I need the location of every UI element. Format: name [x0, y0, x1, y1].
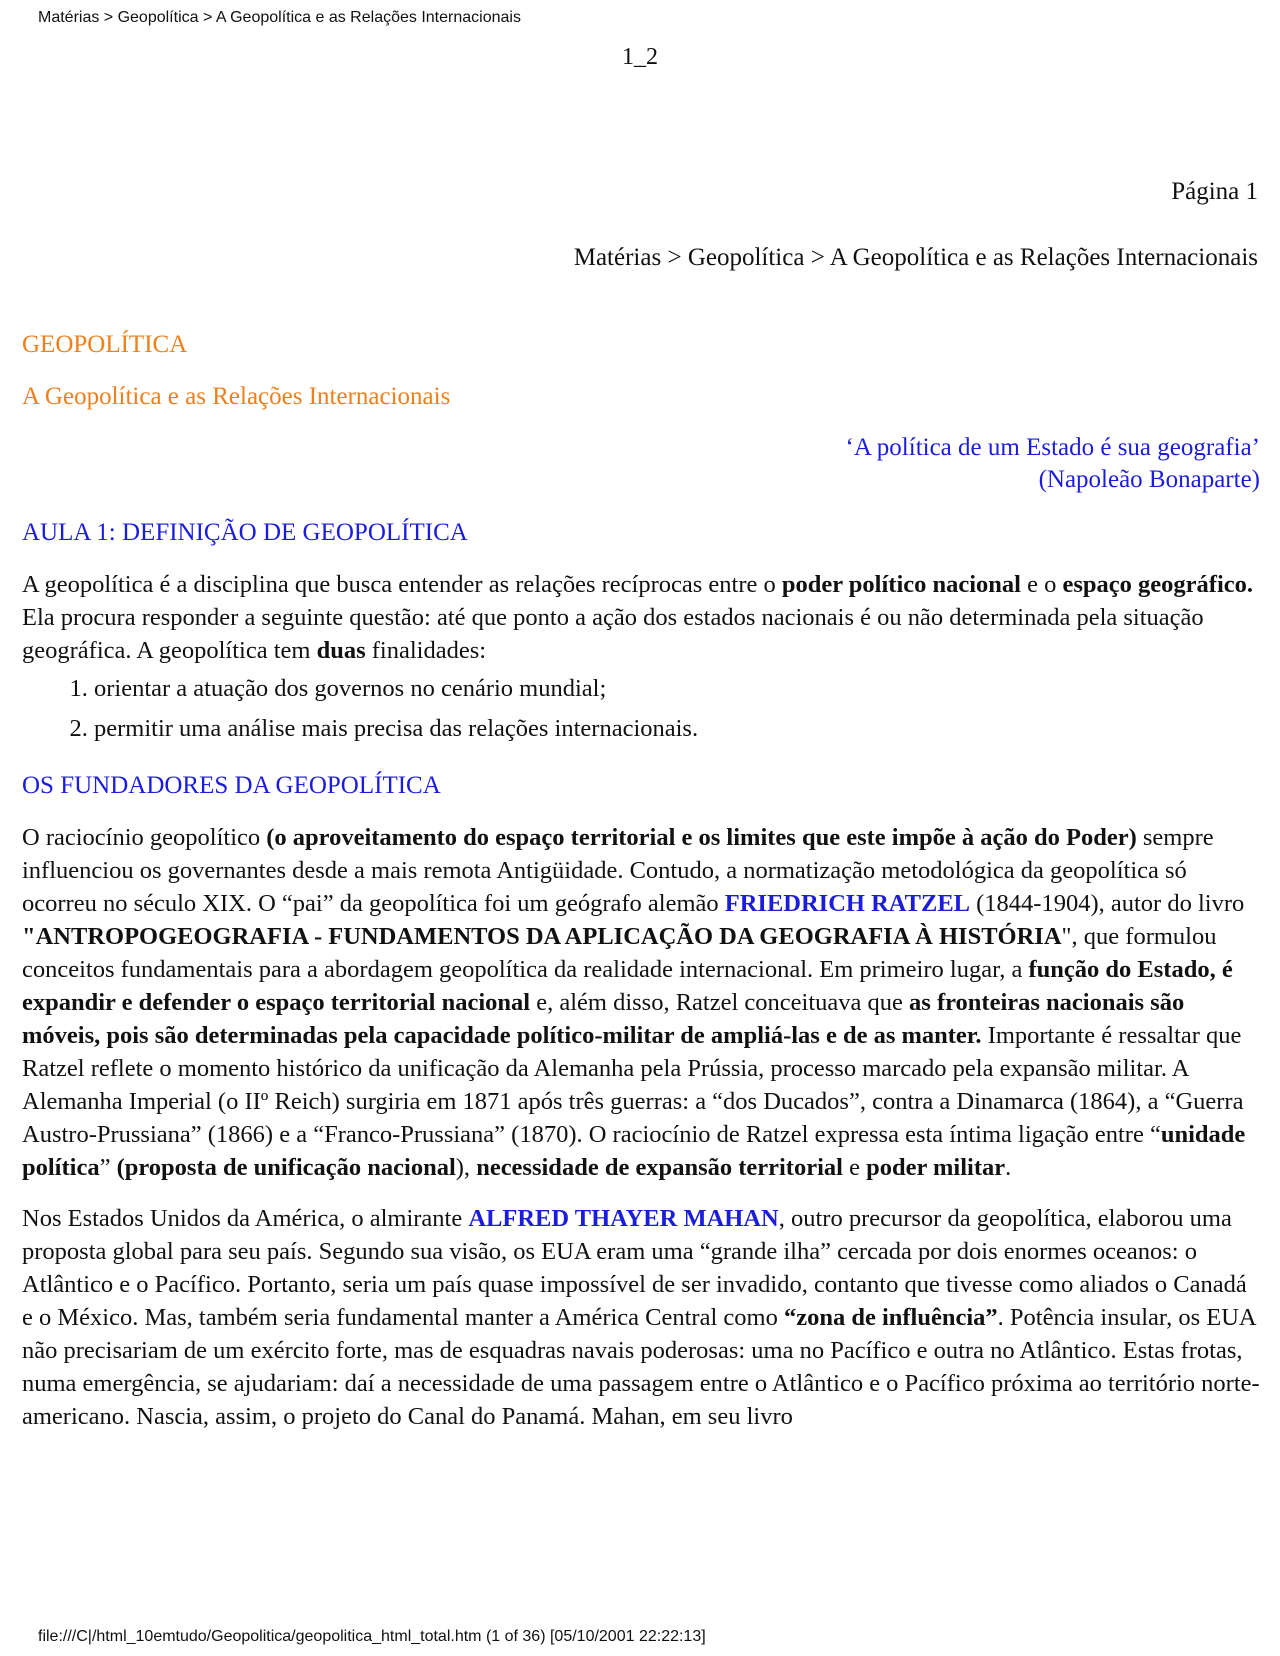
definition-paragraph: A geopolítica é a disciplina que busca entender as relações recíprocas entre o poder político nacional e o espaço geográfico. Ela procura responder a seguinte questão: até que ponto a ação dos estados nacionais é ou não determinada pela situação geográfica. A geopolítica tem duas finalidades:: [22, 571, 1253, 664]
page-title: A Geopolítica e as Relações Internacionais: [22, 383, 451, 410]
epigraph: [22, 432, 1260, 496]
ratzel-paragraph: O raciocínio geopolítico (o aproveitamento do espaço territorial e os limites que este impõe à ação do Poder) sempre influenciou os governantes desde a mais remota Antigüidade. Contudo, a normatização metodológica da geopolítica só ocorreu no século XIX. O “pai” da geopolítica foi um geógrafo alemão FRIEDRICH RATZEL (1844-1904), autor do livro "ANTROPOGEOGRAFIA - FUNDAMENTOS DA APLICAÇÃO DA GEOGRAFIA À HISTÓRIA", que formulou conceitos fundamentais para a abordagem geopolítica da realidade internacional. Em primeiro lugar, a função do Estado, é expandir e defender o espaço territorial nacional e, além disso, Ratzel conceituava que as fronteiras nacionais são móveis, pois são determinadas pela capacidade político-militar de ampliá-las e de as manter. Importante é ressaltar que Ratzel reflete o momento histórico da unificação da Alemanha pela Prússia, processo marcado pela expansão militar. A Alemanha Imperial (o IIº Reich) surgiria em 1871 após três guerras: a “dos Ducados”, contra a Dinamarca (1864), a “Guerra Austro-Prussiana” (1866) e a “Franco-Prussiana” (1870). O raciocínio de Ratzel expressa esta íntima ligação entre “unidade política” (proposta de unificação nacional), necessidade de expansão territorial e poder militar.: [22, 824, 1246, 1181]
breadcrumb-link-materias[interactable]: Matérias: [573, 244, 662, 271]
page-number: Página 1: [1171, 178, 1258, 205]
list-item: 2. permitir uma análise mais precisa das relações internacionais.: [94, 709, 1260, 749]
page-code: 1_2: [622, 44, 658, 70]
print-header: Matérias > Geopolítica > A Geopolítica e as Relações Internacionais: [38, 9, 521, 26]
purposes-list: [22, 669, 1260, 749]
breadcrumb-current: A Geopolítica e as Relações Internacionais: [829, 244, 1258, 271]
epigraph-author: (Napoleão Bonaparte): [1038, 466, 1260, 493]
breadcrumb: [574, 244, 1258, 272]
section-heading-fundadores: OS FUNDADORES DA GEOPOLÍTICA: [22, 772, 441, 799]
breadcrumb-separator: >: [810, 244, 825, 271]
article-content: [22, 328, 1260, 1433]
print-footer: file:///C|/html_10emtudo/Geopolitica/geopolitica_html_total.htm (1 of 36) [05/10/2001 22:22:13]: [38, 1628, 706, 1645]
mahan-link[interactable]: ALFRED THAYER MAHAN: [468, 1205, 779, 1232]
section-heading-aula1: AULA 1: DEFINIÇÃO DE GEOPOLÍTICA: [22, 519, 468, 546]
subject-title: GEOPOLÍTICA: [22, 331, 188, 358]
epigraph-text: ‘A política de um Estado é sua geografia’: [845, 434, 1260, 461]
breadcrumb-separator: >: [667, 244, 682, 271]
ratzel-link[interactable]: FRIEDRICH RATZEL: [724, 890, 971, 917]
mahan-paragraph: Nos Estados Unidos da América, o almirante ALFRED THAYER MAHAN, outro precursor da geopolítica, elaborou uma proposta global para seu país. Segundo sua visão, os EUA eram uma “grande ilha” cercada por dois enormes oceanos: o Atlântico e o Pacífico. Portanto, seria um país quase impossível de ser invadido, contanto que tivesse como aliados o Canadá e o México. Mas, também seria fundamental manter a América Central como “zona de influência”. Potência insular, os EUA não precisariam de um exército forte, mas de esquadras navais poderosas: uma no Pacífico e outra no Atlântico. Estas frotas, numa emergência, se ajudariam: daí a necessidade de uma passagem entre o Atlântico e o Pacífico próxima ao território norte-americano. Nascia, assim, o projeto do Canal do Panamá. Mahan, em seu livro: [22, 1205, 1260, 1430]
breadcrumb-link-geopolitica[interactable]: Geopolítica: [687, 244, 805, 271]
list-item: 1. orientar a atuação dos governos no cenário mundial;: [94, 669, 1260, 709]
